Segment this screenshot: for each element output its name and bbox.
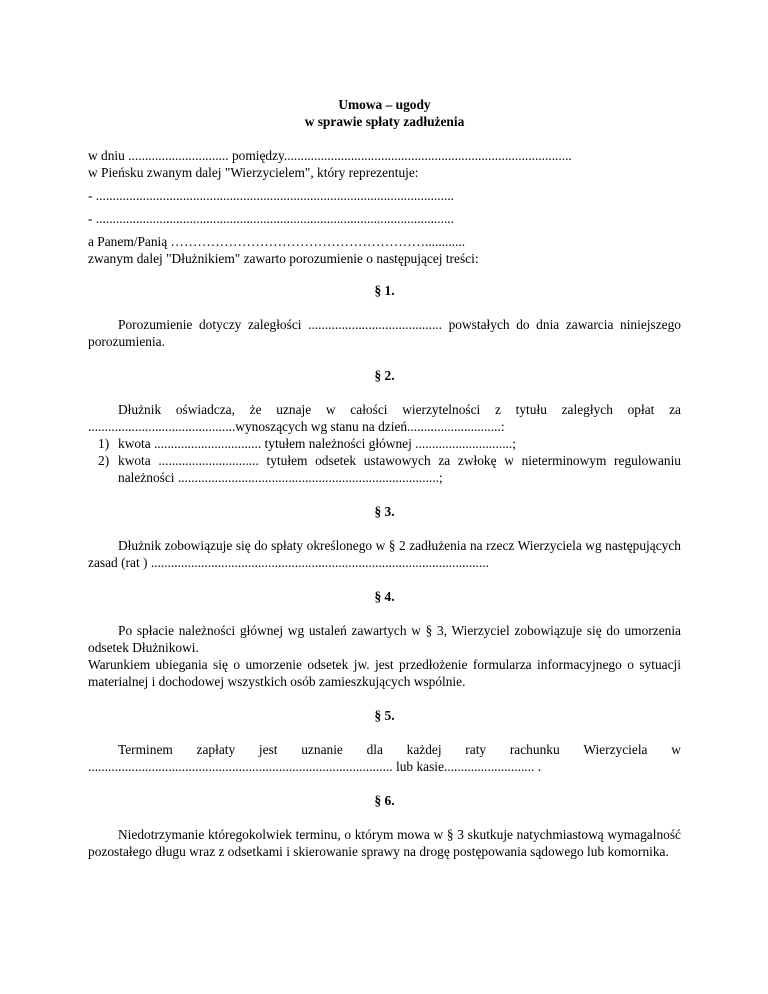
section-5-word: dla: [366, 742, 383, 757]
intro-date-line: w dniu .............................. pomiędzy......................................................................................: [88, 148, 572, 163]
list-item-text: kwota ................................ tytułem należności głównej .............................;: [118, 436, 516, 451]
section-5-word: zapłaty: [196, 742, 236, 757]
section-5-word: Terminem: [118, 742, 173, 757]
intro-creditor-line: w Pieńsku zwanym dalej "Wierzycielem", który reprezentuje:: [88, 165, 419, 180]
section-3-text: Dłużnik zobowiązuje się do spłaty określonego w § 2 zadłużenia na rzecz Wierzyciela wg następujących zasad (rat ) .....................................................................................................: [88, 538, 681, 570]
section-5-word: w: [671, 742, 681, 757]
list-item: [88, 452, 681, 486]
representative-line-2: - ...........................................................................................................: [88, 211, 455, 226]
section-5-word: każdej: [406, 742, 442, 757]
section-5-word: Wierzyciela: [583, 742, 648, 757]
document-title: [88, 96, 681, 130]
section-4-heading: § 4.: [374, 589, 395, 604]
section-4-paragraph-2: Warunkiem ubiegania się o umorzenie odsetek jw. jest przedłożenie formularza informacyjnego o sytuacji materialnej i dochodowej wszystkich osób zamieszkujących wspólnie.: [88, 657, 681, 689]
list-item-text: kwota .............................. tytułem odsetek ustawowych za zwłokę w nieterminowym regulowaniu należności ..............................................................................;: [118, 453, 681, 485]
list-item: [88, 435, 681, 452]
title-line-1: Umowa – ugody: [338, 97, 431, 112]
document-body: [88, 96, 681, 860]
section-5-line-2: ........................................................................................... lub kasie........................... .: [88, 759, 542, 774]
section-6-text: Niedotrzymanie któregokolwiek terminu, o którym mowa w § 3 skutkuje natychmiastową wymagalność pozostałego długu wraz z odsetkami i skierowanie sprawy na drogę postępowania sądowego lub komornika.: [88, 827, 681, 859]
intro-agreement-line: zwanym dalej "Dłużnikiem" zawarto porozumienie o następującej treści:: [88, 251, 479, 266]
section-2-list: [88, 435, 681, 486]
section-4-paragraph-1: Po spłacie należności głównej wg ustaleń zawartych w § 3, Wierzyciel zobowiązuje się do umorzenia odsetek Dłużnikowi.: [88, 623, 681, 655]
list-item-number: 1): [98, 436, 110, 451]
section-3-heading: § 3.: [374, 504, 395, 519]
section-1-heading: § 1.: [374, 283, 395, 298]
section-2-text: Dłużnik oświadcza, że uznaje w całości wierzytelności z tytułu zaległych opłat za ............................................wynoszących wg stanu na dzień............................:: [88, 402, 681, 434]
section-5-word: rachunku: [509, 742, 560, 757]
section-5-word: uznanie: [301, 742, 343, 757]
list-item-number: 2): [98, 453, 110, 468]
section-5-heading: § 5.: [374, 708, 395, 723]
section-5-word: raty: [465, 742, 487, 757]
intro-block: [88, 147, 681, 267]
title-line-2: w sprawie spłaty zadłużenia: [304, 114, 465, 129]
section-2-heading: § 2.: [374, 368, 395, 383]
section-1-text: Porozumienie dotyczy zaległości ........................................ powstałych do dnia zawarcia niniejszego porozumienia.: [88, 317, 681, 349]
intro-debtor-line: a Panem/Panią …………………………………………………............: [88, 234, 466, 249]
section-6-heading: § 6.: [374, 793, 395, 808]
section-5-line-1: [88, 741, 681, 758]
section-5-word: jest: [258, 742, 278, 757]
representative-line-1: - ...........................................................................................................: [88, 188, 455, 203]
